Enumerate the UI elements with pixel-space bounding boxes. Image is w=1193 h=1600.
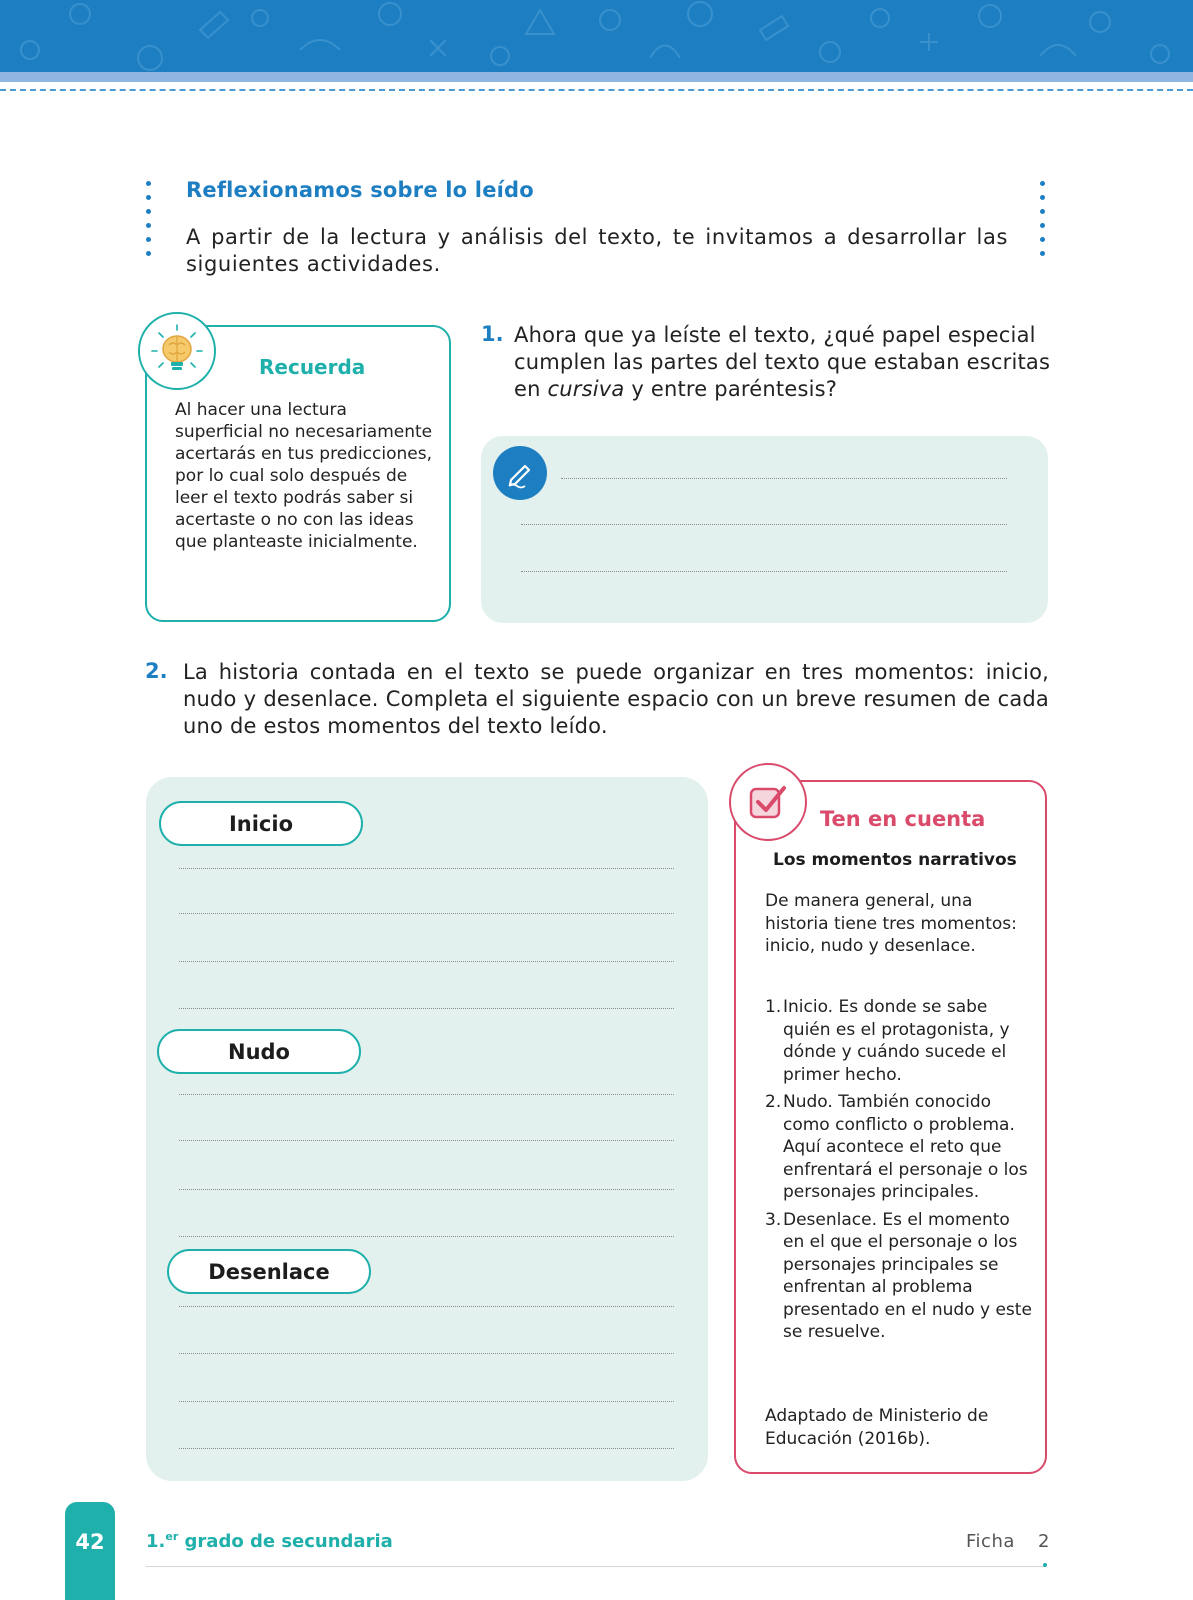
desenlace-line-3[interactable] xyxy=(179,1401,674,1402)
header-dashed-divider xyxy=(0,89,1193,91)
question-2-number: 2. xyxy=(145,659,168,683)
question-1-text xyxy=(514,322,1054,403)
grade-label xyxy=(146,1531,393,1552)
answer-line-1[interactable] xyxy=(561,478,1007,479)
list-item-number: 3. xyxy=(765,1209,782,1230)
left-dot-border xyxy=(146,181,152,256)
ten-en-cuenta-subtitle: Los momentos narrativos xyxy=(773,850,1017,870)
section-title: Reflexionamos sobre lo leído xyxy=(186,178,534,202)
list-item xyxy=(765,1091,1035,1204)
recuerda-title: Recuerda xyxy=(259,355,366,379)
question-1-text-end: y entre paréntesis? xyxy=(624,377,838,401)
pencil-icon xyxy=(493,446,547,500)
answer-line-3[interactable] xyxy=(521,571,1007,572)
footer-divider xyxy=(146,1566,1046,1567)
nudo-line-2[interactable] xyxy=(179,1140,674,1141)
ficha-label: Ficha xyxy=(966,1531,1015,1552)
desenlace-line-1[interactable] xyxy=(179,1306,674,1307)
inicio-line-4[interactable] xyxy=(179,1008,674,1009)
nudo-line-1[interactable] xyxy=(179,1094,674,1095)
desenlace-line-4[interactable] xyxy=(179,1448,674,1449)
ficha-number: 2 xyxy=(1038,1531,1050,1552)
brain-lightbulb-icon xyxy=(138,312,216,390)
header-doodle-pattern xyxy=(0,0,1193,72)
ten-en-cuenta-title: Ten en cuenta xyxy=(820,807,986,831)
ten-en-cuenta-intro: De manera general, una historia tiene tres momentos: inicio, nudo y desenlace. xyxy=(765,891,1017,956)
right-dot-border xyxy=(1040,181,1046,256)
source-citation: Adaptado de Ministerio de Educación (2016b). xyxy=(765,1406,989,1449)
question-1-text-start: Ahora que ya leíste el texto, ¿qué papel especial cumplen las partes del texto que estaban escritas en xyxy=(514,323,1051,401)
question-2-text: La historia contada en el texto se puede organizar en tres momentos: inicio, nudo y desenlace. Completa el siguiente espacio con un breve resumen de cada uno de estos momentos del texto leído. xyxy=(183,660,1049,738)
footer-dot xyxy=(1043,1563,1047,1567)
section-intro: A partir de la lectura y análisis del texto, te invitamos a desarrollar las siguientes actividades. xyxy=(186,225,1008,276)
inicio-line-3[interactable] xyxy=(179,961,674,962)
momentos-answer-box xyxy=(146,777,708,1481)
question-1-italic-word: cursiva xyxy=(547,377,625,401)
list-item xyxy=(765,996,1035,1086)
inicio-label: Inicio xyxy=(159,801,363,846)
header-strip xyxy=(0,72,1193,82)
inicio-line-2[interactable] xyxy=(179,913,674,914)
checkbox-icon xyxy=(729,763,807,841)
desenlace-line-2[interactable] xyxy=(179,1353,674,1354)
page-number: 42 xyxy=(75,1530,105,1554)
nudo-line-4[interactable] xyxy=(179,1236,674,1237)
recuerda-text: Al hacer una lectura superficial no necesariamente acertarás en tus predicciones, por lo cual solo después de leer el texto podrás saber si acertaste o no con las ideas que planteaste inicialmente. xyxy=(175,400,433,552)
list-item-text: Nudo. También conocido como conflicto o problema. Aquí acontece el reto que enfrentará el personaje o los personajes principales. xyxy=(783,1092,1028,1202)
grade-superscript: er xyxy=(165,1530,179,1543)
list-item-number: 1. xyxy=(765,997,782,1017)
list-item xyxy=(765,1209,1035,1344)
grade-prefix: 1. xyxy=(146,1531,166,1552)
grade-text: grado de secundaria xyxy=(178,1531,393,1552)
question-1-number: 1. xyxy=(481,322,504,346)
desenlace-label: Desenlace xyxy=(167,1249,371,1294)
list-item-number: 2. xyxy=(765,1092,782,1112)
answer-line-2[interactable] xyxy=(521,524,1007,525)
list-item-text: Inicio. Es donde se sabe quién es el protagonista, y dónde y cuándo sucede el primer hecho. xyxy=(783,997,1010,1085)
list-item-text: Desenlace. Es el momento en el que el personaje o los personajes principales se enfrentan al problema presentado en el nudo y este se resuelve. xyxy=(783,1209,1032,1342)
nudo-line-3[interactable] xyxy=(179,1189,674,1190)
nudo-label: Nudo xyxy=(157,1029,361,1074)
momentos-list xyxy=(765,996,1035,1349)
header-banner xyxy=(0,0,1193,72)
inicio-line-1[interactable] xyxy=(179,868,674,869)
answer-box-1[interactable] xyxy=(481,436,1048,623)
